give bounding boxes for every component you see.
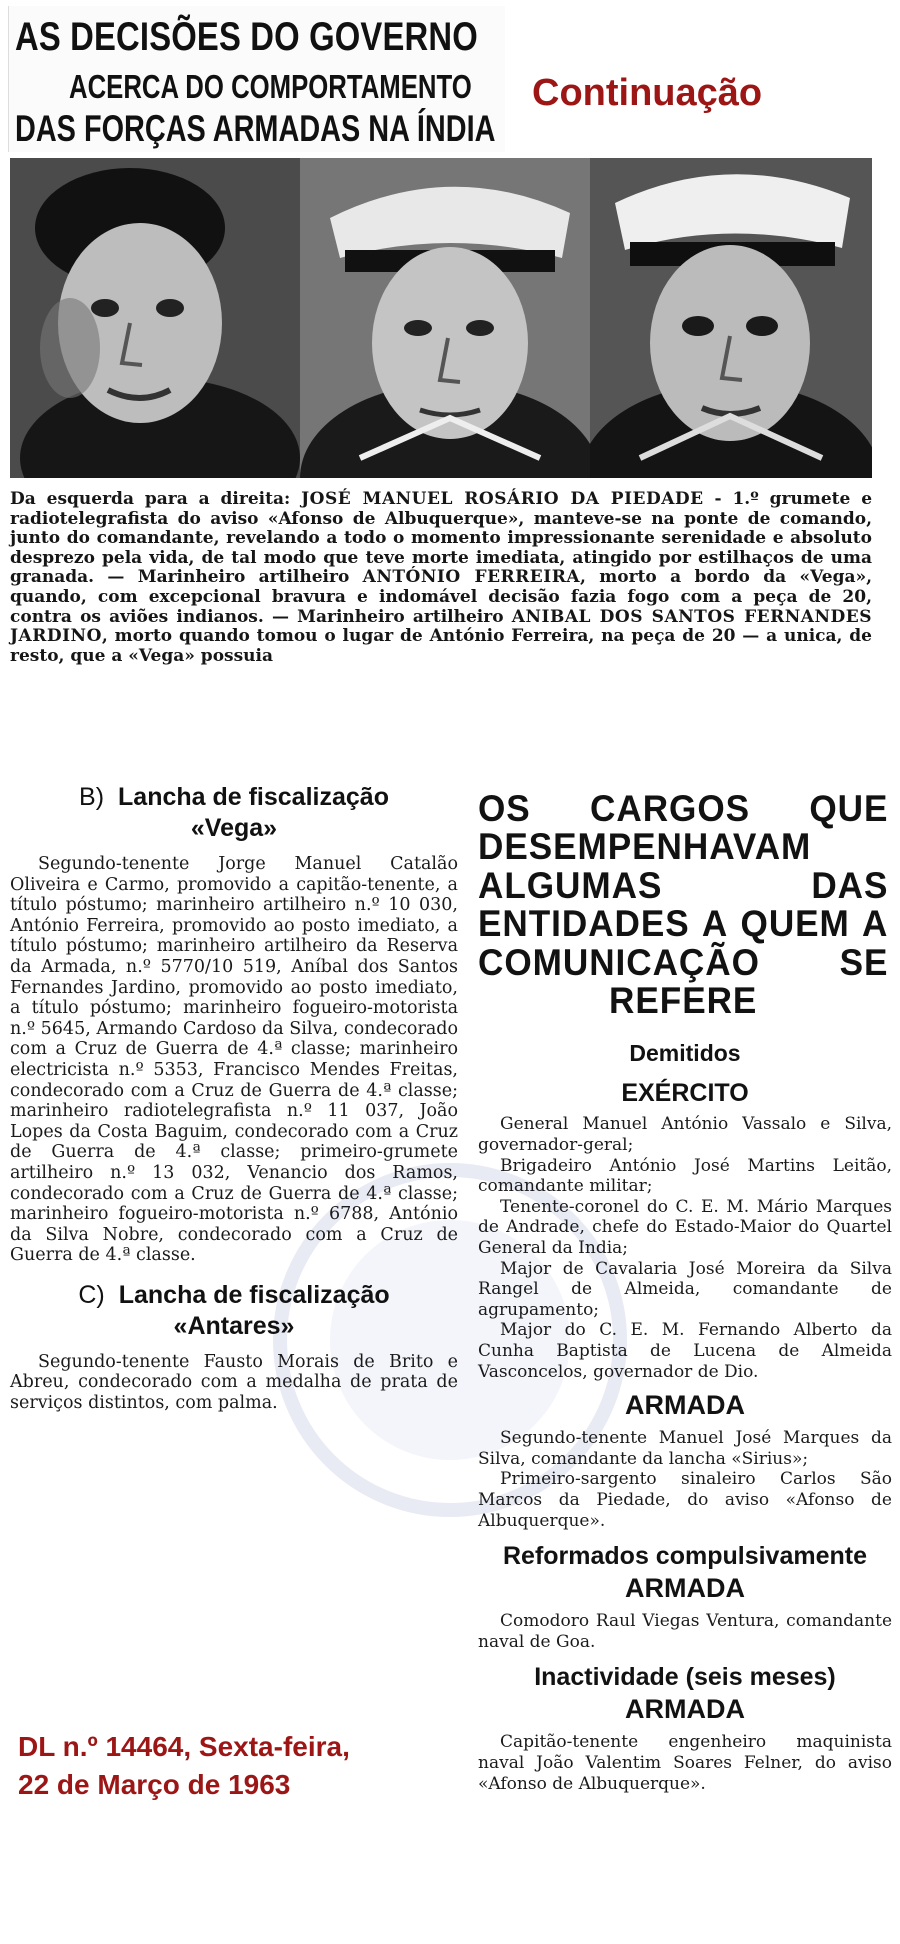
list-item: Major do C. E. M. Fernando Alberto da Cunha Baptista de Lucena de Almeida Vasconcelos, governador de Dio. [478, 1320, 892, 1382]
headline-line-1: AS DECISÕES DO GOVERNO [15, 15, 478, 59]
list-item: Comodoro Raul Viegas Ventura, comandante naval de Goa. [478, 1611, 892, 1652]
portrait-anibal-jardino [590, 158, 872, 478]
list-item: General Manuel António Vassalo e Silva, governador-geral; [478, 1114, 892, 1156]
photo-caption [10, 490, 872, 666]
section-c-body: Segundo-tenente Fausto Morais de Brito e Abreu, condecorado com a medalha de prata de serviços distintos, com palma. [10, 1351, 458, 1414]
section-c-title [10, 1280, 458, 1311]
portrait-jose-manuel-rosario [10, 158, 300, 478]
armada-heading-3: ARMADA [625, 1694, 745, 1725]
list-item: Capitão-tenente engenheiro maquinista naval João Valentim Soares Felner, do aviso «Afonso de Albuquerque». [478, 1732, 892, 1794]
caption-text-1: - 1.º grumete e radiotelegrafista do aviso «Afonso de Albuquerque», manteve-se na ponte de comando, junto do comandante, revelando a todo o momento impressionante serenidade e absoluto desprezo pela vida, de tal modo que teve morte imediata, atingido por estilhaços de uma granada. — Marinheiro artilheiro [10, 489, 873, 588]
right-column [478, 790, 892, 1794]
section-b-title-line-2: «Vega» [190, 814, 278, 842]
armada-heading-1: ARMADA [625, 1390, 745, 1421]
section-c-title-line-2: «Antares» [173, 1311, 295, 1340]
list-item: Segundo-tenente Manuel José Marques da Silva, comandante da lancha «Sirius»; [478, 1428, 892, 1469]
source-note-line-1: DL n.º 14464, Sexta-feira, [18, 1731, 350, 1762]
left-column [10, 782, 458, 1414]
list-item: Major de Cavalaria José Moreira da Silva Rangel de Almeida, comandante de agrupamento; [478, 1258, 892, 1320]
source-note-line-2: 22 de Março de 1963 [18, 1769, 291, 1800]
section-c-letter: C) [78, 1280, 105, 1309]
armada-list-2 [478, 1611, 892, 1652]
section-b-letter: B) [79, 783, 105, 811]
source-note [18, 1728, 418, 1804]
caption-lead: Da esquerda para a direita: [10, 489, 302, 509]
caption-name-3: ANIBAL DOS SANTOS FERNANDES JARDINO [10, 606, 872, 647]
inactividade-heading: Inactividade (seis meses) [534, 1663, 836, 1692]
section-b-title-line-1: Lancha de fiscalização [118, 783, 389, 811]
section-c-title-line-1: Lancha de fiscalização [118, 1280, 390, 1309]
portrait-antonio-ferreira [300, 158, 590, 478]
caption-text-2: , morto a bordo da «Vega», quando, com excepcional bravura e indomável decisão fazia fogo com a peça de 20, contra os aviões indianos. — Marinheiro artilheiro [10, 567, 873, 627]
headline-line-2: ACERCA DO COMPORTAMENTO [69, 68, 472, 105]
caption-text-3: , morto quando tomou o lugar de António Ferreira, na peça de 20 — a unica, de resto, que a «Vega» possuia [10, 626, 872, 666]
armada-list-1 [478, 1428, 892, 1531]
exercito-heading: EXÉRCITO [621, 1079, 749, 1108]
list-item: Brigadeiro António José Martins Leitão, comandante militar; [478, 1155, 892, 1197]
headline-block [8, 6, 505, 152]
caption-name-1: JOSÉ MANUEL ROSÁRIO DA PIEDADE [301, 489, 704, 509]
list-item: Tenente-coronel do C. E. M. Mário Marques de Andrade, chefe do Estado-Maior do Quartel General da India; [478, 1196, 892, 1258]
headline-line-3: DAS FORÇAS ARMADAS NA ÍNDIA [15, 108, 496, 149]
sailor-photos [10, 158, 872, 478]
continuation-label: Continuação [532, 72, 763, 114]
section-b-title [10, 782, 458, 813]
right-headline: OS CARGOS QUE DESEMPENHAVAM ALGUMAS DAS ENTIDADES A QUEM A COMUNICAÇÃO SE REFERE [478, 788, 889, 1022]
caption-name-2: ANTÓNIO FERREIRA [362, 567, 581, 588]
armada-heading-2: ARMADA [625, 1573, 745, 1604]
exercito-list [478, 1114, 892, 1382]
section-b-body: Segundo-tenente Jorge Manuel Catalão Oliveira e Carmo, promovido a capitão-tenente, a título póstumo; marinheiro artilheiro n.º 10 030, António Ferreira, promovido ao posto imediato, a título póstumo; marinheiro artilheiro da Reserva da Armada, n.º 5770/10 519, Aníbal dos Santos Fernandes Jardino, promovido ao posto imediato, a título póstumo; marinheiro fogueiro-motorista n.º 5645, Armando Cardoso da Silva, condecorado com a Cruz de Guerra de 4.ª classe; marinheiro electricista n.º 5353, Francisco Mendes Freitas, condecorado com a Cruz de Guerra de 4.ª classe; marinheiro radiotelegrafista n.º 11 037, João Lopes da Costa Baguim, condecorado com a Cruz de Guerra de 4.ª classe; primeiro-grumete artilheiro n.º 13 032, Venancio dos Ramos, condecorado com a Cruz de Guerra de 4.ª classe; marinheiro fogueiro-motorista n.º 6788, António da Silva Nobre, condecorado com a Cruz de Guerra de 4.ª classe. [10, 854, 458, 1266]
list-item: Primeiro-sargento sinaleiro Carlos São Marcos da Piedade, do aviso «Afonso de Albuquerque». [478, 1469, 892, 1531]
armada-list-3 [478, 1732, 892, 1794]
reformados-heading: Reformados compulsivamente [503, 1542, 867, 1571]
demitidos-heading: Demitidos [629, 1040, 741, 1067]
